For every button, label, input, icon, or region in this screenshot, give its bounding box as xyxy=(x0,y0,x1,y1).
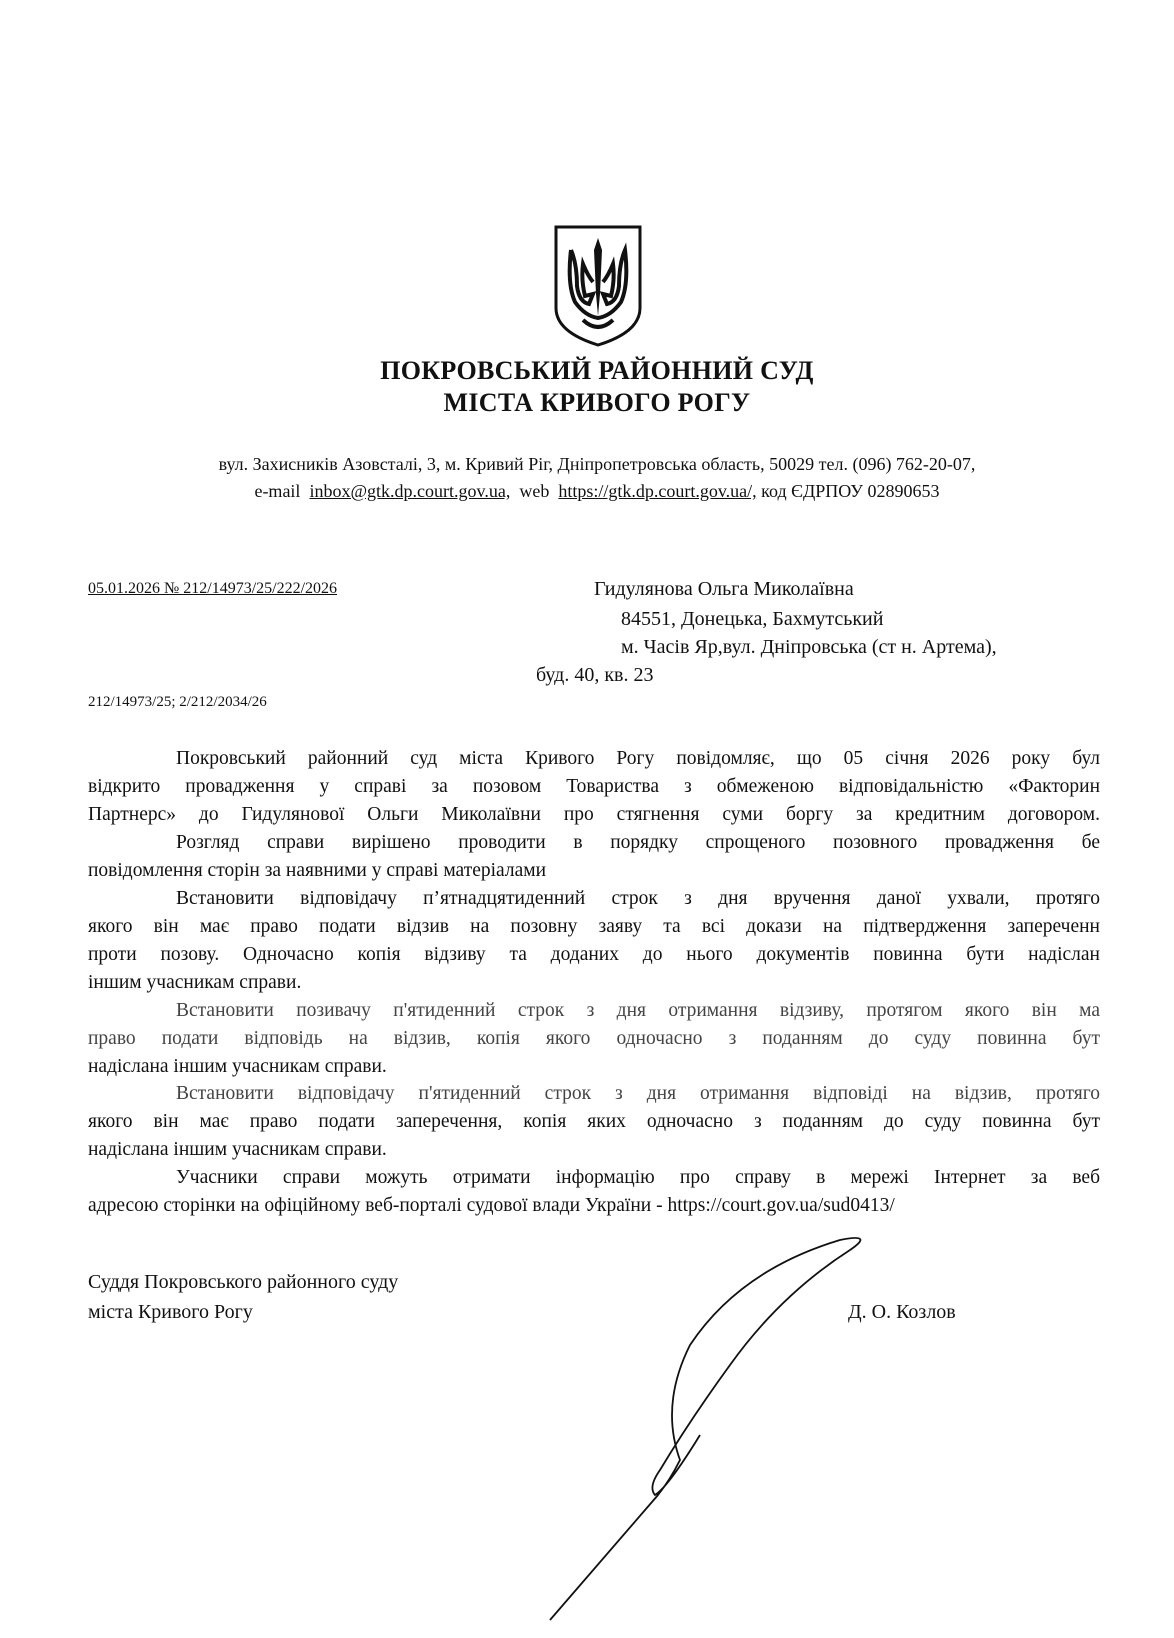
judge-name: Д. О. Козлов xyxy=(848,1301,956,1323)
court-contacts xyxy=(0,481,1174,502)
edrpou-code: код ЄДРПОУ 02890653 xyxy=(761,481,940,501)
body-line: якого він має право подати заперечення, копія яких одночасно з поданням до суду повинна бут xyxy=(88,1111,1100,1132)
coat-of-arms-icon xyxy=(553,224,643,353)
recipient-address-line2: м. Часів Яр,вул. Дніпровська (ст н. Артема), xyxy=(621,636,997,658)
body-line: Учасники справи можуть отримати інформацію про справу в мережі Інтернет за веб xyxy=(176,1167,1100,1188)
outgoing-date-number: 05.01.2026 № 212/14973/25/222/2026 xyxy=(88,580,338,597)
email-link[interactable]: inbox@gtk.dp.court.gov.ua, xyxy=(309,481,511,501)
judge-position-line1: Суддя Покровського районного суду xyxy=(88,1271,399,1293)
recipient-name: Гидулянова Ольга Миколаївна xyxy=(594,578,854,600)
handwritten-signature xyxy=(540,1225,880,1630)
court-name-line1: ПОКРОВСЬКИЙ РАЙОННИЙ СУД xyxy=(380,356,814,385)
judge-position-line2: міста Кривого Рогу xyxy=(88,1301,253,1323)
body-line: Партнерс» до Гидулянової Ольги Миколаївни про стягнення суми боргу за кредитним договором. xyxy=(88,804,1100,825)
case-numbers: 212/14973/25; 2/212/2034/26 xyxy=(88,694,267,710)
body-line: Покровський районний суд міста Кривого Рогу повідомляє, що 05 січня 2026 року бул xyxy=(176,748,1100,769)
email-label: e-mail xyxy=(254,481,301,501)
body-line: адресою сторінки на офіційному веб-порталі судової влади України - https://court.gov.ua/sud0413/ xyxy=(88,1195,895,1216)
body-line: Встановити відповідачу п’ятнадцятиденний строк з дня вручення даної ухвали, протяго xyxy=(176,888,1100,909)
body-line: проти позову. Одночасно копія відзиву та доданих до нього документів повинна бути надіслан xyxy=(88,944,1100,965)
body-line: іншим учасникам справи. xyxy=(88,972,302,993)
body-line: Встановити позивачу п'ятиденний строк з дня отримання відзиву, протягом якого він ма xyxy=(176,1000,1100,1021)
body-line: відкрито провадження у справі за позовом Товариства з обмеженою відповідальністю «Факторин xyxy=(88,776,1100,797)
body-line: надіслана іншим учасникам справи. xyxy=(88,1056,387,1077)
body-line: Розгляд справи вирішено проводити в порядку спрощеного позовного провадження бе xyxy=(176,832,1100,853)
body-line: якого він має право подати відзив на позовну заяву та всі докази на підтвердження запереченн xyxy=(88,916,1100,937)
body-line: Встановити відповідачу п'ятиденний строк з дня отримання відповіді на відзив, протяго xyxy=(176,1083,1100,1104)
web-link[interactable]: https://gtk.dp.court.gov.ua/, xyxy=(558,481,757,501)
body-line: право подати відповідь на відзив, копія якого одночасно з поданням до суду повинна бут xyxy=(88,1028,1100,1049)
recipient-address-line1: 84551, Донецька, Бахмутський xyxy=(621,608,884,630)
web-label: web xyxy=(519,481,550,501)
court-name-line2: МІСТА КРИВОГО РОГУ xyxy=(443,388,751,417)
recipient-address-line3: буд. 40, кв. 23 xyxy=(536,664,654,686)
body-line: повідомлення сторін за наявними у справі матеріалами xyxy=(88,860,547,881)
body-line: надіслана іншим учасникам справи. xyxy=(88,1139,387,1160)
court-address: вул. Захисників Азовсталі, 3, м. Кривий Ріг, Дніпропетровська область, 50029 тел. (096) 762-20-07, xyxy=(218,454,976,474)
